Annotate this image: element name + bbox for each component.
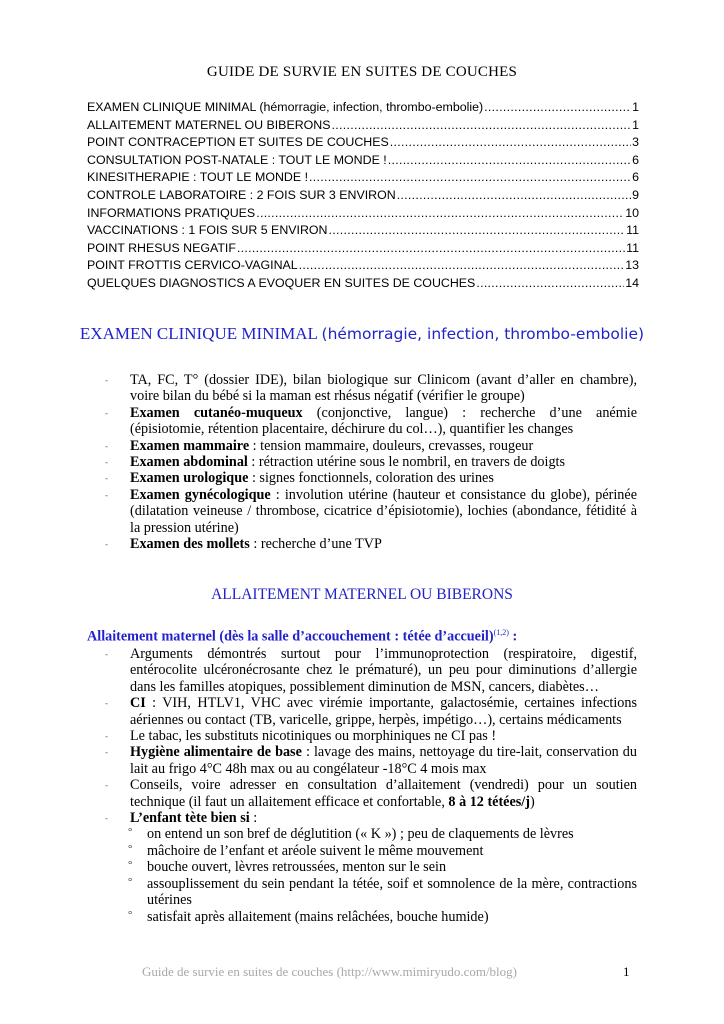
- list-item: [105, 695, 637, 728]
- allaitement-list: [105, 646, 637, 925]
- toc-leader-dots: [256, 206, 624, 220]
- toc-entry-page: 6: [632, 170, 639, 185]
- bullet-icon: -: [105, 698, 108, 709]
- toc-entry[interactable]: [87, 170, 639, 188]
- bullet-icon: -: [105, 407, 108, 418]
- bullet-icon: -: [105, 539, 108, 550]
- sub-list-item: [128, 859, 637, 875]
- list-item: [105, 777, 637, 810]
- toc-leader-dots: [390, 135, 631, 149]
- toc-entry-page: 3: [632, 135, 639, 150]
- subitem-text: satisfait après allaitement (mains relâchées, bouche humide): [147, 908, 489, 925]
- toc-entry-title: POINT CONTRACEPTION ET SUITES DE COUCHES: [87, 135, 389, 150]
- toc-entry-title: KINESITHERAPIE : TOUT LE MONDE !: [87, 170, 309, 185]
- item-bold: L’enfant tète bien si: [130, 810, 250, 827]
- toc-leader-dots: [388, 153, 631, 167]
- toc-entry-page: 10: [625, 205, 639, 220]
- footer-text: Guide de survie en suites de couches (http://www.mimiryudo.com/blog): [142, 964, 518, 979]
- subitem-text: on entend un son bref de déglutition (« K ») ; peu de claquements de lèvres: [147, 826, 574, 843]
- toc-leader-dots: [299, 258, 625, 272]
- toc-entry[interactable]: [87, 276, 639, 294]
- item-text: : involution utérine (hauteur et consistance du globe), périnée (dilatation veineuse / thrombose, cicatrice d’épisiotomie), lochies (abondance, fétidité à la pression utérine): [130, 486, 637, 536]
- item-text: (conjonctive, langue) : recherche d’une anémie (épisiotomie, rétention placentaire, déchirure du col…), quantifier les changes: [130, 404, 637, 438]
- bullet-icon: -: [105, 731, 108, 742]
- item-bold: Examen abdominal: [130, 454, 248, 471]
- circle-bullet-icon: °: [128, 842, 133, 855]
- bullet-icon: -: [105, 473, 108, 484]
- section-heading-allaitement: ALLAITEMENT MATERNEL OU BIBERONS: [211, 586, 513, 603]
- item-bold: Hygiène alimentaire de base: [130, 744, 302, 761]
- toc-entry[interactable]: [87, 100, 639, 118]
- toc-leader-dots: [476, 276, 624, 290]
- item-text: : VIH, HTLV1, VHC avec virémie importante, galactosémie, certaines infections aériennes ou contact (TB, varicelle, grippe, herpès, impétigo…), certains médicaments: [130, 695, 637, 728]
- subheading-allaitement-maternel: [87, 628, 647, 646]
- table-of-contents: [87, 100, 639, 294]
- toc-entry[interactable]: [87, 206, 639, 224]
- sub-list-item: [128, 909, 637, 925]
- item-tail: ): [529, 793, 535, 810]
- document-title: GUIDE DE SURVIE EN SUITES DE COUCHES: [206, 64, 518, 80]
- toc-leader-dots: [332, 118, 632, 132]
- subheading-tail: :: [508, 628, 518, 645]
- list-item: [105, 728, 637, 744]
- item-text: :: [249, 810, 258, 827]
- list-item: [105, 405, 637, 438]
- sub-list-item: [128, 843, 637, 859]
- item-text: Arguments démontrés surtout pour l’immunoprotection (respiratoire, digestif, entérocolite ulcéronécrosante chez le prématuré), un peu pour diminutions d’allergie dans les familles atopiques, possiblement diminution de MSN, cancers, diabètes…: [130, 646, 637, 695]
- item-bold: Examen cutanéo-muqueux: [130, 404, 303, 421]
- toc-entry-title: INFORMATIONS PRATIQUES: [87, 205, 256, 220]
- sub-list-item: [128, 826, 637, 842]
- circle-bullet-icon: °: [128, 908, 133, 921]
- list-item: [105, 536, 637, 552]
- toc-entry[interactable]: [87, 135, 639, 153]
- toc-entry-title: CONSULTATION POST-NATALE : TOUT LE MONDE !: [87, 152, 387, 167]
- subitem-text: assouplissement du sein pendant la tétée, soif et somnolence de la mère, contractions utérines: [147, 875, 637, 909]
- circle-bullet-icon: °: [128, 826, 133, 839]
- bullet-icon: -: [105, 780, 108, 791]
- item-text: : tension mammaire, douleurs, crevasses, rougeur: [249, 437, 534, 454]
- toc-entry-title: VACCINATIONS : 1 FOIS SUR 5 ENVIRON: [87, 223, 328, 238]
- toc-leader-dots: [484, 100, 631, 114]
- list-item: [105, 744, 637, 777]
- toc-entry[interactable]: [87, 258, 639, 276]
- list-item: [105, 487, 637, 536]
- toc-entry-page: 13: [625, 258, 639, 273]
- section-heading-paren: (hémorragie, infection, thrombo-embolie): [321, 325, 645, 343]
- list-item: [105, 372, 637, 405]
- page-number: 1: [623, 964, 630, 979]
- toc-entry-page: 6: [632, 152, 639, 167]
- toc-leader-dots: [397, 188, 631, 202]
- item-text: Conseils, voire adresser en consultation d’allaitement (vendredi) pour un soutien technique (il faut un allaitement efficace et confortable,: [130, 777, 637, 810]
- item-text: : rétraction utérine sous le nombril, en travers de doigts: [247, 454, 566, 471]
- bullet-icon: -: [105, 649, 108, 659]
- toc-leader-dots: [237, 241, 625, 255]
- toc-entry-title: POINT RHESUS NEGATIF: [87, 240, 236, 255]
- toc-entry-page: 11: [626, 240, 639, 255]
- toc-entry[interactable]: [87, 241, 639, 259]
- list-item: [105, 470, 637, 486]
- subitem-text: bouche ouvert, lèvres retroussées, menton sur le sein: [147, 859, 447, 876]
- circle-bullet-icon: °: [128, 859, 133, 872]
- toc-leader-dots: [309, 170, 631, 184]
- toc-entry[interactable]: [87, 118, 639, 136]
- toc-entry[interactable]: [87, 223, 639, 241]
- item-text: : recherche d’une TVP: [249, 536, 382, 553]
- item-bold: 8 à 12 tétées/j: [448, 793, 530, 810]
- toc-entry-page: 9: [632, 187, 639, 202]
- subitem-text: mâchoire de l’enfant et aréole suivent le même mouvement: [147, 842, 484, 859]
- toc-entry[interactable]: [87, 153, 639, 171]
- toc-entry-title: QUELQUES DIAGNOSTICS A EVOQUER EN SUITES DE COUCHES: [87, 275, 476, 290]
- item-bold: Examen mammaire: [130, 437, 250, 454]
- toc-entry-title: CONTROLE LABORATOIRE : 2 FOIS SUR 3 ENVIRON: [87, 187, 396, 202]
- section-heading-examen: [0, 324, 724, 344]
- bullet-icon: -: [105, 375, 108, 385]
- section-heading-main: EXAMEN CLINIQUE MINIMAL: [79, 324, 322, 343]
- item-text: Le tabac, les substituts nicotiniques ou morphiniques ne CI pas !: [130, 728, 497, 745]
- item-bold: Examen urologique: [130, 470, 249, 487]
- list-item: [105, 454, 637, 470]
- bullet-icon: -: [105, 747, 108, 758]
- item-text: TA, FC, T° (dossier IDE), bilan biologique sur Clinicom (avant d’aller en chambre), voire bilan du bébé si la maman est rhésus négatif (vérifier le groupe): [130, 372, 637, 405]
- reference-sup: (1,2): [493, 628, 509, 637]
- toc-entry[interactable]: [87, 188, 639, 206]
- bullet-icon: -: [105, 440, 108, 451]
- item-text: : signes fonctionnels, coloration des urines: [248, 470, 494, 487]
- toc-entry-page: 1: [632, 100, 639, 114]
- item-bold: CI: [130, 695, 146, 712]
- toc-entry-title: POINT FROTTIS CERVICO-VAGINAL: [87, 258, 298, 273]
- sub-list-item: [128, 876, 637, 909]
- item-bold: Examen des mollets: [130, 536, 250, 553]
- circle-bullet-icon: °: [128, 875, 133, 888]
- subheading-text: Allaitement maternel (dès la salle d’accouchement : tétée d’accueil): [87, 628, 494, 645]
- toc-entry-title: ALLAITEMENT MATERNEL OU BIBERONS: [87, 117, 331, 132]
- bullet-icon: -: [105, 457, 108, 468]
- toc-entry-page: 1: [632, 117, 639, 132]
- list-item: [105, 646, 637, 695]
- list-item: [105, 810, 637, 826]
- toc-leader-dots: [329, 223, 626, 237]
- toc-entry-page: 14: [625, 275, 639, 290]
- item-text: : lavage des mains, nettoyage du tire-lait, conservation du lait au frigo 4°C 48h max ou au congélateur -18°C 4 mois max: [130, 744, 637, 777]
- toc-entry-title: EXAMEN CLINIQUE MINIMAL (hémorragie, infection, thrombo-embolie): [87, 100, 484, 114]
- list-item: [105, 438, 637, 454]
- bullet-icon: -: [105, 489, 108, 500]
- item-bold: Examen gynécologique: [130, 486, 271, 503]
- examen-list: [105, 372, 637, 552]
- bullet-icon: -: [105, 813, 108, 824]
- toc-entry-page: 11: [626, 223, 639, 238]
